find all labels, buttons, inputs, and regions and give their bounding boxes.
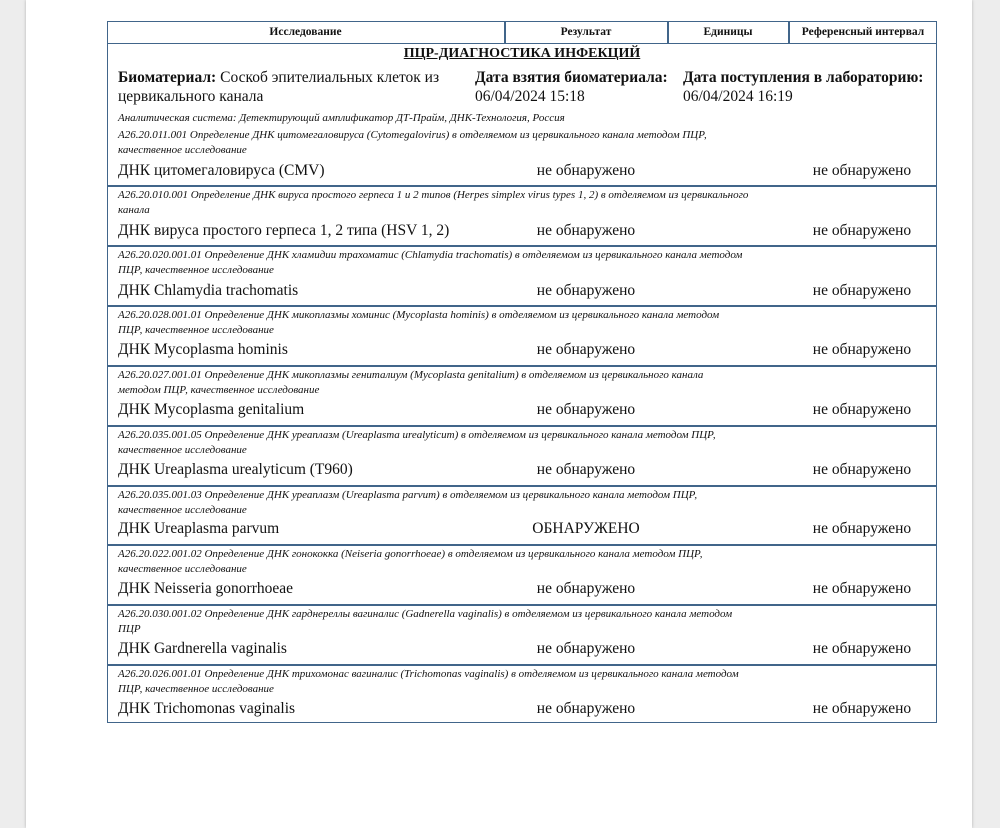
test-reference: не обнаружено [812, 341, 912, 358]
row-divider [108, 485, 936, 487]
row-divider [108, 245, 936, 247]
biomaterial-value-line2: цервикального канала [118, 88, 264, 105]
test-result: не обнаружено [536, 700, 636, 717]
analytical-system: Аналитическая система: Детектирующий амплификатор ДТ-Прайм, ДНК-Технология, Россия [118, 112, 565, 124]
row-divider [108, 365, 936, 367]
method-description: А26.20.035.001.05 Определение ДНК уреаплазм (Ureaplasma urealyticum) в отделяемом из цервикального канала методом ПЦР, качественное исследование [118, 429, 716, 456]
column-header-units: Единицы [703, 26, 753, 38]
received-date-value: 06/04/2024 16:19 [683, 88, 793, 105]
received-date [683, 68, 923, 106]
test-result: не обнаружено [536, 222, 636, 239]
test-name: ДНК Ureaplasma urealyticum (T960) [118, 461, 353, 478]
test-name: ДНК цитомегаловируса (CMV) [118, 162, 325, 179]
test-result: не обнаружено [536, 401, 636, 418]
test-result: не обнаружено [536, 461, 636, 478]
test-result: не обнаружено [536, 282, 636, 299]
column-header-reference: Референсный интервал [801, 26, 925, 38]
method-description: А26.20.030.001.02 Определение ДНК гарднереллы вагиналис (Gadnerella vaginalis) в отделяемом из цервикального канала методом ПЦР [118, 608, 733, 635]
test-name: ДНК Gardnerella vaginalis [118, 640, 287, 657]
test-name: ДНК Mycoplasma genitalium [118, 401, 305, 418]
column-header-test: Исследование [269, 26, 342, 38]
column-header-result: Результат [560, 26, 612, 38]
test-reference: не обнаружено [812, 401, 912, 418]
method-description: А26.20.010.001 Определение ДНК вируса простого герпеса 1 и 2 типов (Herpes simplex virus types 1, 2) в отделяемом из цервикального канала [118, 189, 749, 216]
method-description: А26.20.011.001 Определение ДНК цитомегаловируса (Cytomegalovirus) в отделяемом из цервикального канала методом ПЦР, качественное исследование [118, 129, 707, 156]
test-result: не обнаружено [536, 640, 636, 657]
biomaterial-label: Биоматериал: [118, 69, 217, 86]
row-divider [108, 604, 936, 606]
collection-date [475, 68, 668, 106]
test-result: не обнаружено [536, 162, 636, 179]
test-name: ДНК Ureaplasma parvum [118, 520, 280, 537]
test-name: ДНК Trichomonas vaginalis [118, 700, 296, 717]
test-reference: не обнаружено [812, 700, 912, 717]
test-result: ОБНАРУЖЕНО [532, 520, 640, 537]
test-reference: не обнаружено [812, 222, 912, 239]
collection-date-label: Дата взятия биоматериала: [475, 69, 668, 86]
row-divider [108, 185, 936, 187]
test-name: ДНК вируса простого герпеса 1, 2 типа (HSV 1, 2) [118, 222, 450, 239]
row-divider [108, 664, 936, 666]
test-name: ДНК Neisseria gonorrhoeae [118, 580, 293, 597]
biomaterial-info [118, 68, 439, 106]
test-reference: не обнаружено [812, 520, 912, 537]
method-description: А26.20.035.001.03 Определение ДНК уреаплазм (Ureaplasma parvum) в отделяемом из цервикального канала методом ПЦР, качественное исследование [118, 489, 698, 516]
row-divider [108, 544, 936, 546]
method-description: А26.20.028.001.01 Определение ДНК микоплазмы хоминис (Mycoplasta hominis) в отделяемом из цервикального канала методом ПЦР, качественное исследование [118, 309, 720, 336]
test-reference: не обнаружено [812, 282, 912, 299]
method-description: А26.20.022.001.02 Определение ДНК гонококка (Neiseria gonorrhoeae) в отделяемом из цервикального канала методом ПЦР, качественное исследование [118, 548, 703, 575]
test-reference: не обнаружено [812, 461, 912, 478]
test-result: не обнаружено [536, 341, 636, 358]
section-title: ПЦР-ДИАГНОСТИКА ИНФЕКЦИЙ [403, 46, 641, 61]
collection-date-value: 06/04/2024 15:18 [475, 88, 585, 105]
received-date-label: Дата поступления в лабораторию: [683, 69, 924, 86]
test-name: ДНК Chlamydia trachomatis [118, 282, 299, 299]
method-description: А26.20.020.001.01 Определение ДНК хламидии трахоматис (Chlamydia trachomatis) в отделяемом из цервикального канала методом ПЦР, качественное исследование [118, 249, 743, 276]
row-divider [108, 425, 936, 427]
test-reference: не обнаружено [812, 580, 912, 597]
row-divider [108, 305, 936, 307]
test-name: ДНК Mycoplasma hominis [118, 341, 288, 358]
test-reference: не обнаружено [812, 640, 912, 657]
method-description: А26.20.026.001.01 Определение ДНК трихомонас вагиналис (Trichomonas vaginalis) в отделяемом из цервикального канала методом ПЦР, качественное исследование [118, 668, 739, 695]
method-description: А26.20.027.001.01 Определение ДНК микоплазмы гениталиум (Mycoplasta genitalium) в отделяемом из цервикального канала методом ПЦР, качественное исследование [118, 369, 704, 396]
test-result: не обнаружено [536, 580, 636, 597]
biomaterial-value-line1: Соскоб эпителиальных клеток из [220, 69, 440, 86]
test-reference: не обнаружено [812, 162, 912, 179]
